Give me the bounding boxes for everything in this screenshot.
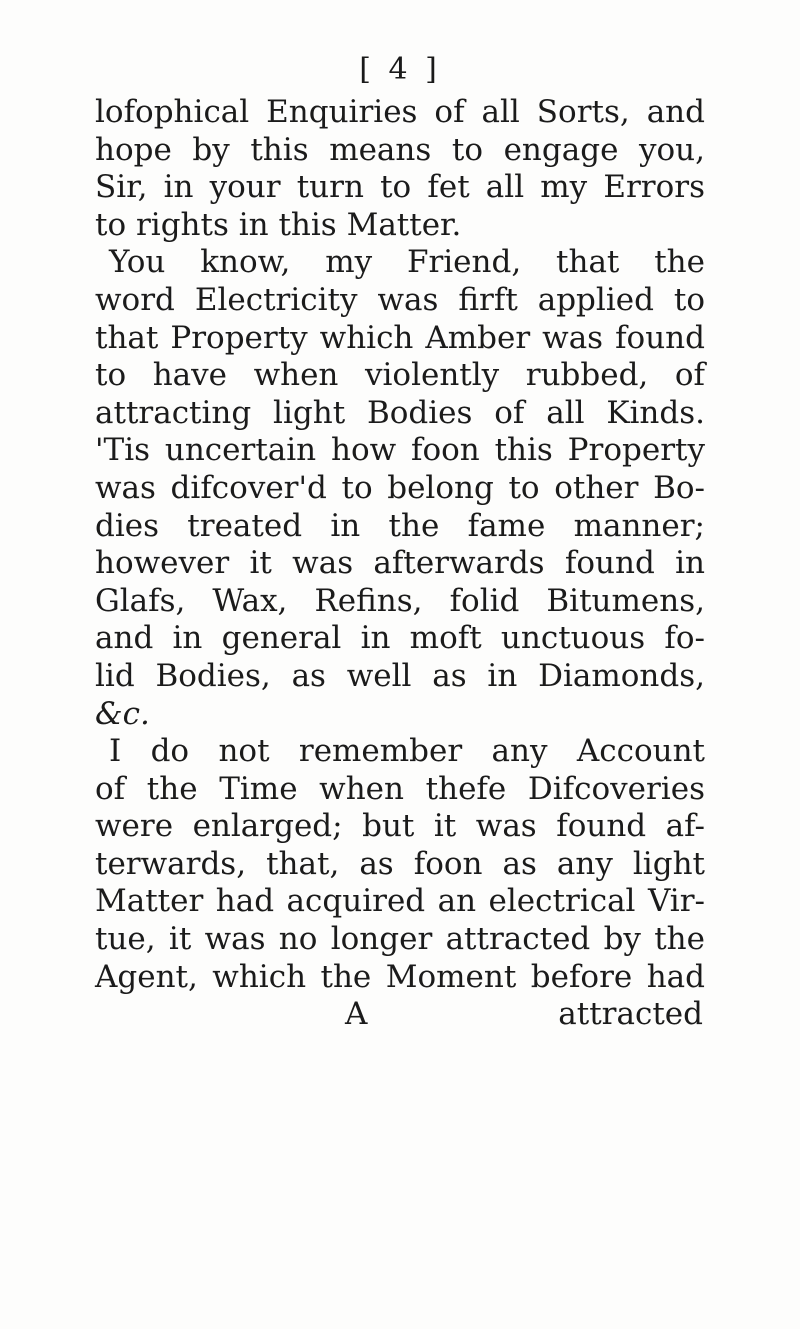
signature-mark: A <box>345 996 368 1033</box>
text-line: tue, it was no longer attracted by the <box>95 921 705 958</box>
text-line: attracting light Bodies of all Kinds. <box>95 394 705 431</box>
text-line: terwards, that, as foon as any light <box>95 845 705 882</box>
text-line: Glafs, Wax, Refins, folid Bitumens, <box>95 582 705 619</box>
text-line: that Property which Amber was found <box>95 319 705 356</box>
text-line: were enlarged; but it was found af- <box>95 808 705 845</box>
catchword: attracted <box>558 996 703 1033</box>
page-number: [ 4 ] <box>359 52 441 87</box>
text-line: lofophical Enquiries of all Sorts, and <box>95 94 705 130</box>
text-line: Sir, in your turn to fet all my Errors <box>95 169 705 206</box>
text-line: &c. <box>95 695 150 732</box>
text-line: to rights in this Matter. <box>95 206 462 243</box>
text-line: Agent, which the Moment before had <box>95 958 705 995</box>
text-line: to have when violently rubbed, of <box>95 357 705 394</box>
text-line: I do not remember any Account <box>109 733 705 770</box>
text-line: word Electricity was firft applied to <box>95 281 705 318</box>
text-line: Matter had acquired an electrical Vir- <box>95 883 705 920</box>
text-line: and in general in moft unctuous fo- <box>95 620 705 657</box>
text-line: hope by this means to engage you, <box>95 131 705 168</box>
page-footer <box>95 996 705 1034</box>
text-line: dies treated in the fame manner; <box>95 507 705 544</box>
text-line: of the Time when thefe Difcoveries <box>95 770 705 807</box>
text-line: You know, my Friend, that the <box>109 244 705 281</box>
text-line: however it was afterwards found in <box>95 545 705 582</box>
body-text <box>95 94 705 1034</box>
text-line: 'Tis uncertain how foon this Property <box>95 432 705 469</box>
text-line: lid Bodies, as well as in Diamonds, <box>95 657 705 694</box>
text-line: was difcover'd to belong to other Bo- <box>95 469 705 506</box>
